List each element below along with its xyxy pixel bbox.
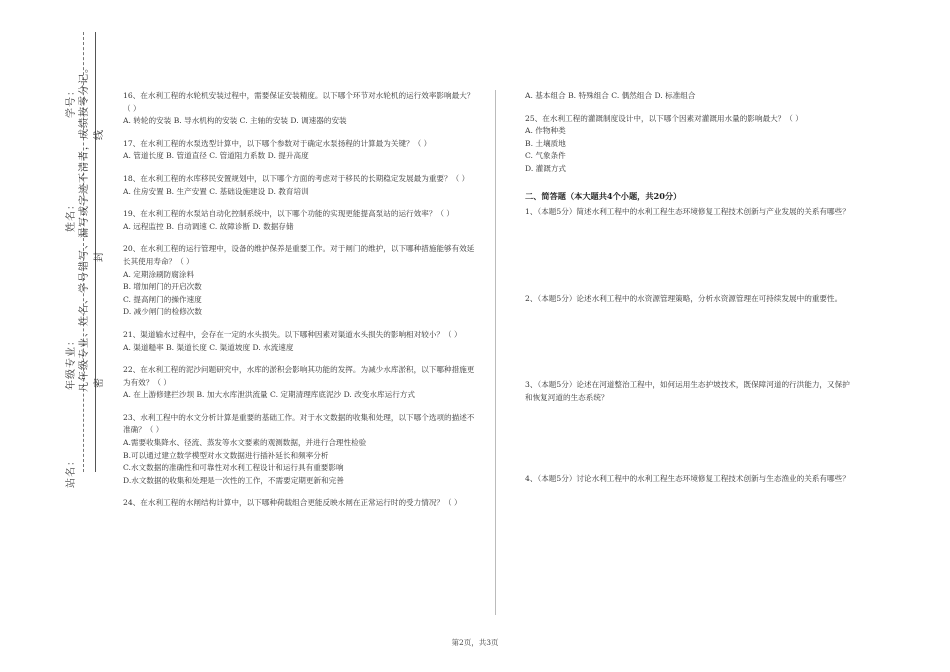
short-question-1: 1、（本题5分）简述水利工程中的水利工程生态环境修复工程技术创新与产业发展的关系有哪些？ — [525, 207, 850, 217]
question-options: A. 管道长度 B. 管道直径 C. 管道阻力系数 D. 提升高度 — [123, 151, 309, 161]
left-column — [123, 90, 475, 520]
question-21 — [123, 329, 475, 354]
binding-margin — [0, 0, 110, 672]
column-divider — [495, 90, 496, 615]
student-id-label: 学号： — [66, 85, 77, 118]
question-24 — [123, 497, 475, 510]
question-22 — [123, 364, 475, 402]
question-stem: 17、在水利工程的水泵选型计算中，以下哪个参数对于确定水泵扬程的计算最为关键？（ ） — [123, 138, 432, 148]
question-stem: 22、在水利工程的泥沙问题研究中，水库的淤积会影响其功能的发挥。为减少水库淤积，以下哪种措施更为有效？（ ） — [123, 365, 475, 387]
question-stem: 23、水利工程中的水文分析计算是重要的基础工作。对于水文数据的收集和处理，以下哪个选项的描述不准确？（ ） — [123, 412, 475, 435]
option-c: C.水文数据的准确性和可靠性对水利工程设计和运行具有重要影响 — [123, 463, 344, 473]
question-options: A. 转轮的安装 B. 导水机构的安装 C. 主轴的安装 D. 调速器的安装 — [123, 116, 347, 126]
question-options: A. 远程监控 B. 自动调速 C. 故障诊断 D. 数据存储 — [123, 221, 294, 231]
question-20 — [123, 243, 475, 319]
option-b: B.可以通过建立数学模型对水文数据进行插补延长和频率分析 — [123, 450, 329, 460]
dense-mark: 密 — [94, 377, 105, 388]
right-column — [525, 90, 855, 485]
name-label: 姓名： — [66, 199, 77, 232]
question-options: A. 住房安置 B. 生产安置 C. 基础设施建设 D. 教育培训 — [123, 186, 309, 196]
question-options: A. 在上游修建拦沙坝 B. 加大水库泄洪流量 C. 定期清理库底泥沙 D. 改变水库运行方式 — [123, 390, 415, 400]
option-a: A.需要收集降水、径流、蒸发等水文要素的观测数据，并进行合理性检验 — [123, 438, 367, 448]
school-label: 站名： — [66, 455, 77, 488]
binding-notice: 凡年级专业、姓名、学号错写、漏写或字迹不清者，成绩按零分记。 — [79, 62, 90, 392]
question-23 — [123, 412, 475, 488]
question-options: A. 渠道糙率 B. 渠道长度 C. 渠道坡度 D. 水流速度 — [123, 342, 294, 352]
question-17 — [123, 138, 475, 163]
short-question-3: 3、（本题5分）论述在河道整治工程中，如何运用生态护坡技术，既保障河道的行洪能力，又保护和恢复河道的生态系统？ — [525, 380, 850, 402]
question-stem: 25、在水利工程的灌溉制度设计中，以下哪个因素对灌溉用水量的影响最大？（ ） — [525, 113, 803, 123]
grade-label: 年级专业： — [66, 335, 77, 390]
answer-space — [525, 405, 855, 473]
option-b: B. 土壤质地 — [525, 138, 566, 148]
page-number: 第2页，共3页 — [451, 638, 499, 647]
answer-space — [525, 305, 855, 379]
question-25 — [525, 113, 855, 176]
seal-mark: 封 — [94, 251, 105, 262]
answer-space — [525, 219, 855, 293]
question-18 — [123, 173, 475, 198]
option-d: D.水文数据的收集和处理是一次性的工作，不需要定期更新和完善 — [123, 475, 344, 485]
short-question-2: 2、（本题5分）论述水利工程中的水资源管理策略，分析水资源管理在可持续发展中的重要性。 — [525, 293, 843, 303]
section-title: 二、简答题（本大题共4个小题，共20分） — [525, 190, 682, 201]
question-stem: 21、渠道输水过程中，会存在一定的水头损失。以下哪种因素对渠道水头损失的影响相对较小？（ ） — [123, 329, 462, 339]
question-stem: 16、在水利工程的水轮机安装过程中，需要保证安装精度。以下哪个环节对水轮机的运行效率影响最大？（ ） — [123, 91, 475, 113]
question-19 — [123, 208, 475, 233]
question-options: A. 基本组合 B. 特殊组合 C. 偶然组合 D. 标准组合 — [525, 91, 696, 100]
line-mark: 线 — [94, 129, 105, 140]
option-b: B. 增加闸门的开启次数 — [123, 282, 202, 292]
question-stem: 24、在水利工程的水闸结构计算中，以下哪种荷载组合更能反映水闸在正常运行时的受力情况？（ ） — [123, 498, 462, 508]
option-d: D. 灌溉方式 — [525, 163, 567, 173]
option-d: D. 减少闸门的检修次数 — [123, 307, 202, 317]
question-stem: 19、在水利工程的水泵站自动化控制系统中，以下哪个功能的实现更能提高泵站的运行效率？（ ） — [123, 209, 455, 219]
question-24-options — [525, 90, 855, 103]
option-c: C. 气象条件 — [525, 151, 566, 161]
option-a: A. 作物种类 — [525, 126, 566, 136]
option-c: C. 提高闸门的操作速度 — [123, 294, 202, 304]
short-question-4: 4、（本题5分）讨论水利工程中的水利工程生态环境修复工程技术创新与生态渔业的关系有哪些？ — [525, 473, 850, 483]
option-a: A. 定期涂刷防腐涂料 — [123, 269, 195, 279]
question-16 — [123, 90, 475, 128]
question-stem: 18、在水利工程的水库移民安置规划中，以下哪个方面的考虑对于移民的长期稳定发展最为重要？（ ） — [123, 173, 470, 183]
question-stem: 20、在水利工程的运行管理中，设备的维护保养是重要工作。对于闸门的维护，以下哪种措施能够有效延长其使用寿命？（ ） — [123, 244, 475, 266]
